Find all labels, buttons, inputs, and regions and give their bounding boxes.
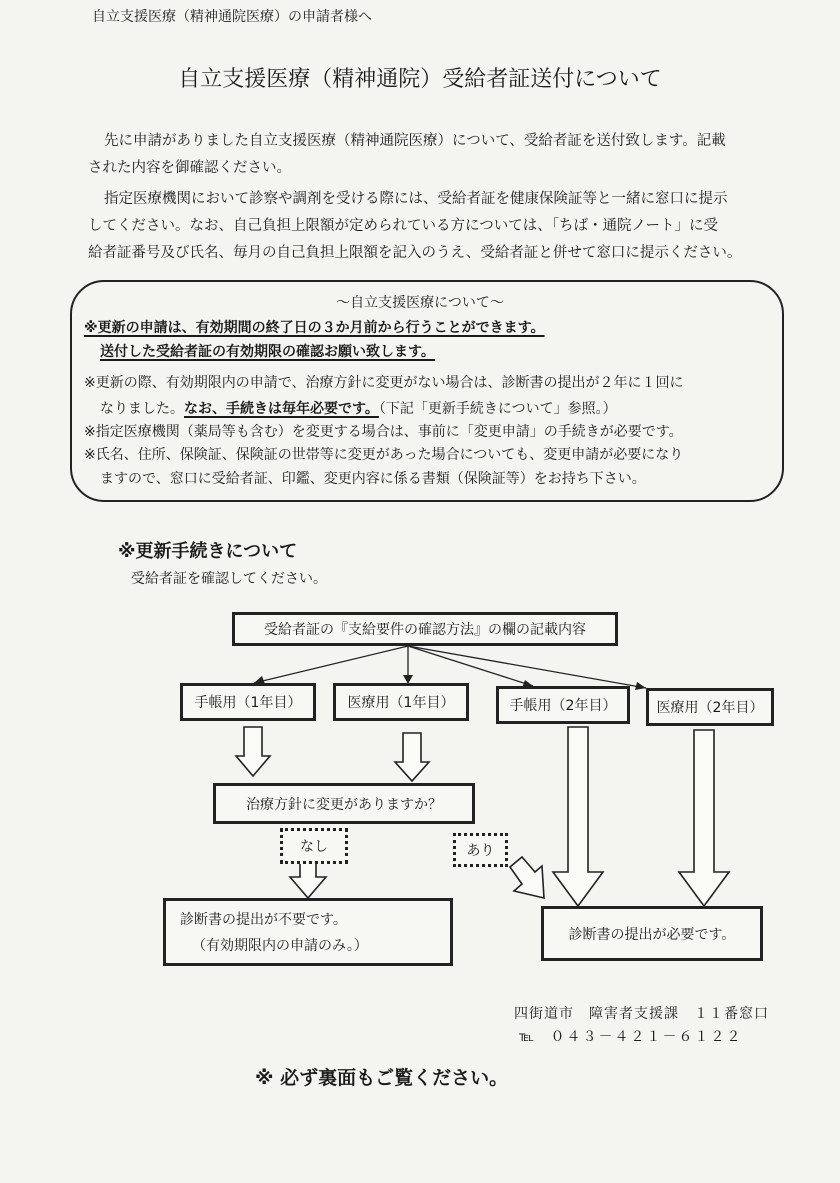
flow-result-not-needed <box>163 898 453 966</box>
intro-p2-line2: してください。なお、自己負担上限額が定められている方については、「ちば・通院ノート」に受 <box>88 218 719 234</box>
footer-note: ※ 必ず裏面もご覧ください。 <box>255 1067 509 1089</box>
notice-line-7: ますので、窓口に受給者証、印鑑、変更内容に係る書類（保険証等）をお持ち下さい。 <box>100 471 646 487</box>
result-not-needed-line1: 診断書の提出が不要です。 <box>180 912 347 928</box>
flow-box-medical-year1: 医療用（1年目） <box>333 683 469 721</box>
flow-answer-yes: あり <box>453 833 508 867</box>
contact-tel-row <box>519 1026 743 1046</box>
intro-p1-line2: された内容を御確認ください。 <box>88 160 291 176</box>
flow-question-box: 治療方針に変更がありますか？ <box>213 783 475 824</box>
result-not-needed-line2: （有効期限内の申請のみ。） <box>192 938 368 954</box>
intro-p2-line1: 指定医療機関において診察や調剤を受ける際には、受給者証を健康保険証等と一緒に窓口に提示 <box>104 191 728 207</box>
flow-box-notebook-year1: 手帳用（1年目） <box>180 683 316 721</box>
notice-line-4a: なりました。 <box>100 401 184 417</box>
contact-dept: 四街道市 障害者支援課 １１番窓口 <box>514 1006 769 1022</box>
intro-p2-line3: 給者証番号及び氏名、毎月の自己負担上限額を記入のうえ、受給者証と併せて窓口に提示ください。 <box>88 245 742 261</box>
tel-number: ０４３－４２１－６１２２ <box>550 1029 743 1045</box>
notice-line-5: ※指定医療機関（薬局等も含む）を変更する場合は、事前に「変更申請」の手続きが必要です。 <box>84 424 683 440</box>
notice-line-2: 送付した受給者証の有効期限の確認お願い致します。 <box>100 344 435 360</box>
flow-top-box: 受給者証の『支給要件の確認方法』の欄の記載内容 <box>232 612 618 646</box>
flow-box-notebook-year2: 手帳用（2年目） <box>496 686 630 724</box>
notice-title: ～自立支援医療について～ <box>336 295 504 311</box>
renewal-heading: ※更新手続きについて <box>118 541 298 562</box>
notice-line-6: ※氏名、住所、保険証、保険証の世帯等に変更があった場合についても、変更申請が必要になり <box>84 447 684 463</box>
flow-answer-no: なし <box>280 828 348 864</box>
renewal-sub: 受給者証を確認してください。 <box>131 571 327 587</box>
flow-result-needed: 診断書の提出が必要です。 <box>541 906 763 961</box>
page-title: 自立支援医療（精神通院）受給者証送付について <box>178 67 662 92</box>
notice-line-4b: なお、手続きは毎年必要です。 <box>184 401 379 417</box>
notice-line-4c: （下記「更新手続きについて」参照。） <box>378 401 617 417</box>
intro-p1-line1: 先に申請がありました自立支援医療（精神通院医療）について、受給者証を送付致します。記載 <box>104 133 726 149</box>
tel-label: ℡ <box>519 1029 537 1045</box>
recipient-line: 自立支援医療（精神通院医療）の申請者様へ <box>92 9 372 25</box>
flow-box-medical-year2: 医療用（2年目） <box>646 688 774 726</box>
notice-line-3: ※更新の際、有効期限内の申請で、治療方針に変更がない場合は、診断書の提出が２年に１回に <box>84 375 684 391</box>
notice-line-1: ※更新の申請は、有効期間の終了日の３か月前から行うことができます。 <box>84 320 545 336</box>
